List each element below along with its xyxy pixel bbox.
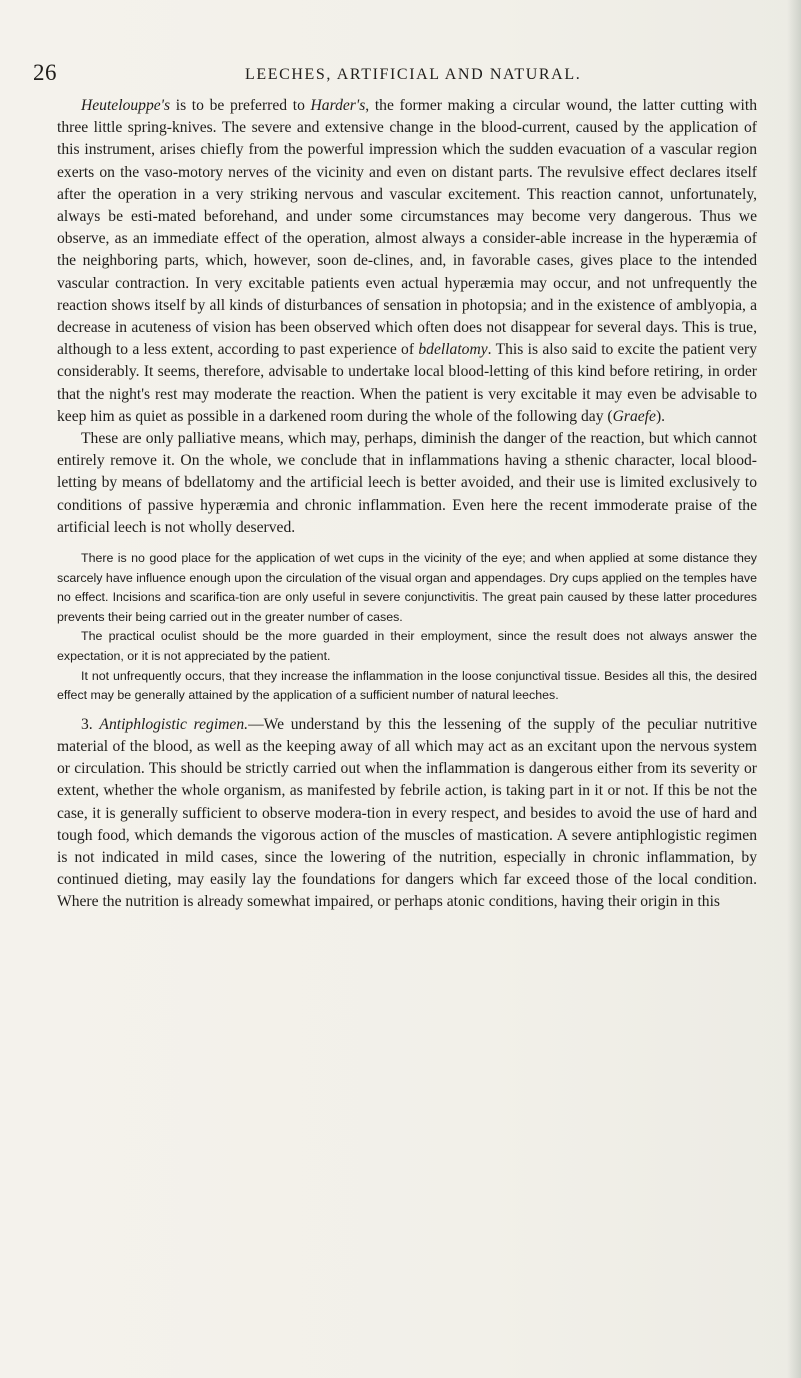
text-run: . This is also said to excite the patient very considerably. It seems, therefore, advisable to undertake local blood-letting of this kind before retiring, in order that the night's rest may moderate the reaction. When the patient is very excitable it may even be advisable to keep him as quiet as possible in a darkened room during the whole of the following day ( bbox=[57, 341, 757, 425]
section-3-paragraph bbox=[57, 714, 757, 914]
paragraph bbox=[57, 428, 757, 539]
page-number: 26 bbox=[33, 60, 57, 85]
text-run: These are only palliative means, which may, perhaps, diminish the danger of the reaction, but which cannot entirely remove it. On the whole, we conclude that in inflammations having a sthenic character, local blood-letting by means of bdellatomy and the artificial leech is better avoided, and their use is limited exclusively to conditions of passive hyperæmia and chronic inflammation. Even here the recent immoderate praise of the artificial leech is not wholly deserved. bbox=[57, 430, 757, 536]
italic-text-run: Heutelouppe's bbox=[81, 97, 171, 114]
small-print-notes bbox=[57, 549, 757, 706]
body-text bbox=[57, 95, 757, 914]
section-text: —We understand by this the lessening of the supply of the peculiar nutritive material of the blood, as well as the keeping away of all which may act as an excitant upon the nervous system or circulation. This should be strictly carried out when the inflammation is dangerous either from its severity or extent, whether the whole organism, as manifested by febrile action, is taking part in it or not. If this be not the case, it is generally sufficient to observe modera-tion in every respect, and besides to avoid the use of hard and tough food, which demands the vigorous action of the muscles of mastication. A severe antiphlogistic regimen is not indicated in mild cases, since the lowering of the nutrition, especially in chronic inflammation, by continued dieting, may easily lay the foundations for dangers which far exceed those of the local condition. Where the nutrition is already somewhat impaired, or perhaps atonic conditions, having their origin in this bbox=[57, 715, 757, 911]
text-run: is to be preferred to bbox=[170, 97, 311, 114]
note-paragraph: There is no good place for the application of wet cups in the vicinity of the eye; and when applied at some distance they scarcely have influence enough upon the circulation of the visual organ and appendages. Dry cups applied on the temples have no effect. Incisions and scarifica-tion are only useful in severe conjunctivitis. The great pain caused by these latter procedures prevents their being carried out in the greater number of cases. bbox=[57, 551, 757, 624]
italic-text-run: Graefe bbox=[612, 407, 656, 425]
note-paragraph: The practical oculist should be the more guarded in their employment, since the result does not always answer the expectation, or it is not appreciated by the patient. bbox=[57, 629, 757, 664]
page-header bbox=[0, 60, 801, 90]
section-number: 3. bbox=[81, 715, 93, 733]
italic-text-run: bdellatomy bbox=[418, 341, 488, 359]
page-edge-shadow bbox=[787, 0, 801, 1378]
section-title: Antiphlogistic regimen. bbox=[99, 715, 249, 733]
paragraph bbox=[57, 95, 757, 428]
running-head: LEECHES, ARTIFICIAL AND NATURAL. bbox=[245, 66, 582, 83]
text-run: ). bbox=[655, 407, 666, 425]
italic-text-run: Harder's bbox=[310, 97, 366, 114]
note-paragraph: It not unfrequently occurs, that they increase the inflammation in the loose conjunctival tissue. Besides all this, the desired effect may be generally attained by the application of a sufficient number of natural leeches. bbox=[57, 668, 757, 703]
text-run: , the former making a circular wound, the latter cutting with three little spring-knives. The severe and extensive change in the blood-current, caused by the application of this instrument, arises chiefly from the powerful impression which the sudden evacuation of a vascular region exerts on the vaso-motory nerves of the vicinity and even on distant parts. The revulsive effect declares itself after the operation in a very striking nervous and vascular excitement. This reaction cannot, unfortunately, always be esti-mated beforehand, and under some circumstances may become very dangerous. Thus we observe, as an immediate effect of the operation, almost always a consider-able increase in the hyperæmia of the neighboring parts, which, however, soon de-clines, and, in favorable cases, gives place to the intended vascular contraction. In very excitable patients even actual hyperæmia may occur, and not unfrequently the reaction shows itself by all kinds of disturbances of sensation in photopsia; and in the existence of amblyopia, a decrease in acuteness of vision has been observed which often does not disappear for several days. This is true, although to a less extent, according to past experience of bbox=[57, 97, 757, 359]
